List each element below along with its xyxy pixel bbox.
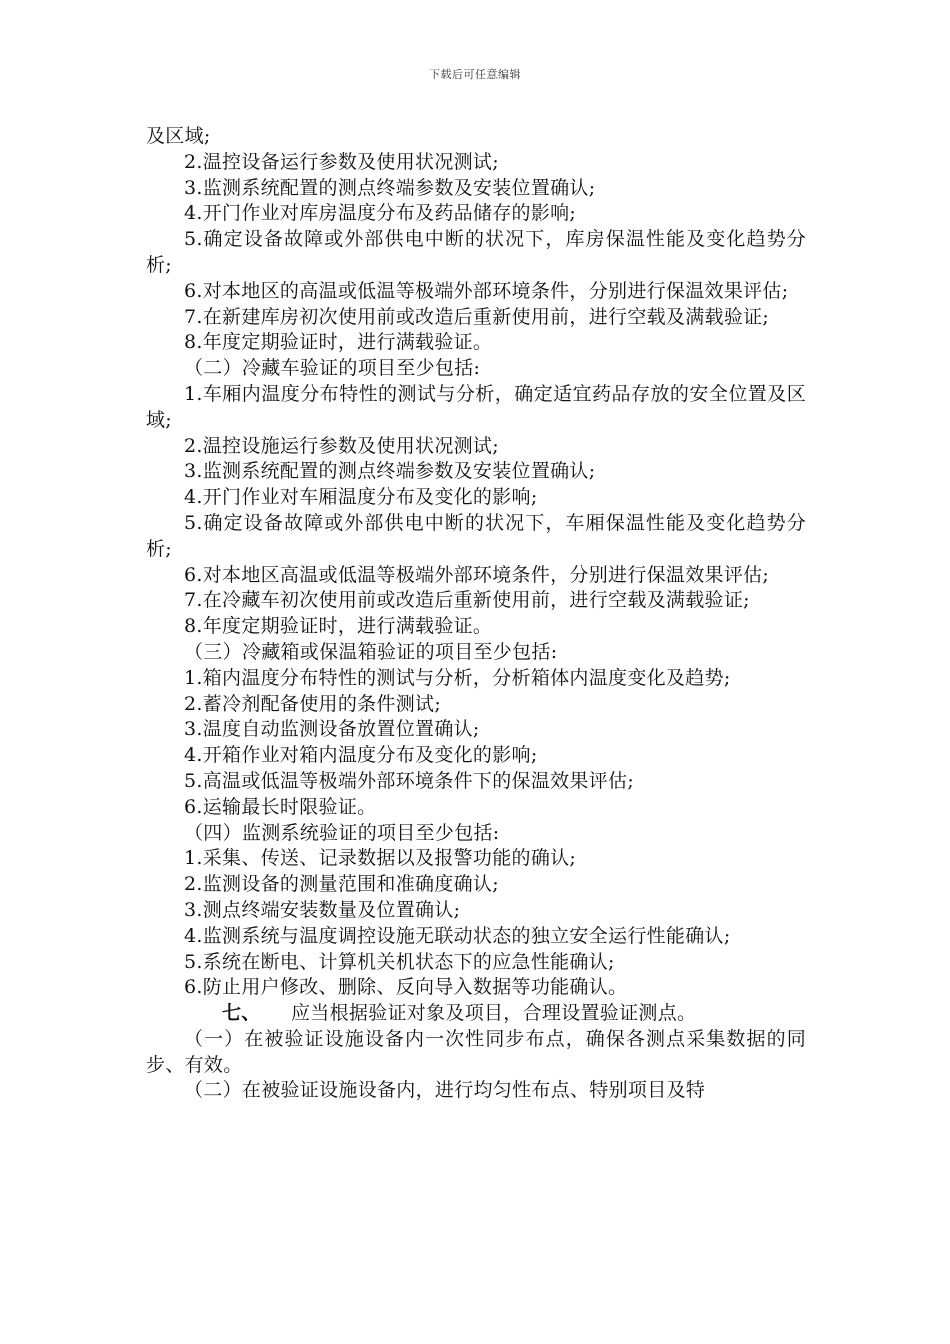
page-header-note: 下载后可任意编辑 [429,68,521,81]
subsection-heading: （三）冷藏箱或保温箱验证的项目至少包括: [184,640,558,663]
paragraph: 及区域; [146,125,211,147]
paragraph: 2.温控设施运行参数及使用状况测试; [184,434,499,457]
subsection-heading: （四）监测系统验证的项目至少包括: [184,821,500,844]
paragraph: 5.系统在断电、计算机关机状态下的应急性能确认; [184,950,615,973]
paragraph: 6.对本地区的高温或低温等极端外部环境条件，分别进行保温效果评估; [184,279,789,302]
paragraph: 4.开门作业对库房温度分布及药品储存的影响; [184,202,577,225]
paragraph: 7.在新建库房初次使用前或改造后重新使用前，进行空载及满载验证; [184,305,770,328]
section-title: 应当根据验证对象及项目，合理设置验证测点。 [291,1002,697,1025]
document-body [146,124,806,1104]
section-heading-seven [146,1001,806,1027]
paragraph: 3.测点终端安装数量及位置确认; [184,898,461,921]
paragraph: 3.监测系统配置的测点终端参数及安装位置确认; [184,460,596,483]
paragraph: 8.年度定期验证时，进行满载验证。 [184,331,493,354]
paragraph: 5.高温或低温等极端外部环境条件下的保温效果评估; [184,769,635,792]
paragraph: 2.温控设备运行参数及使用状况测试; [184,150,499,173]
paragraph: 7.在冷藏车初次使用前或改造后重新使用前，进行空载及满载验证; [184,589,750,612]
paragraph: 3.监测系统配置的测点终端参数及安装位置确认; [184,176,596,199]
paragraph: 4.开箱作业对箱内温度分布及变化的影响; [184,744,538,767]
paragraph: （二）在被验证设施设备内，进行均匀性布点、特别项目及特 [184,1079,706,1102]
paragraph: 1.车厢内温度分布特性的测试与分析，确定适宜药品存放的安全位置及区域; [146,382,806,431]
paragraph: 1.箱内温度分布特性的测试与分析，分析箱体内温度变化及趋势; [184,666,731,689]
paragraph: 2.蓄冷剂配备使用的条件测试; [184,692,442,715]
paragraph: 4.监测系统与温度调控设施无联动状态的独立安全运行性能确认; [184,924,731,947]
paragraph: 5.确定设备故障或外部供电中断的状况下，车厢保温性能及变化趋势分析; [146,511,806,560]
paragraph: 1.采集、传送、记录数据以及报警功能的确认; [184,847,577,870]
paragraph: （一）在被验证设施设备内一次性同步布点，确保各测点采集数据的同步、有效。 [146,1027,806,1076]
paragraph: 6.防止用户修改、删除、反向导入数据等功能确认。 [184,976,628,999]
paragraph: 2.监测设备的测量范围和准确度确认; [184,873,499,896]
paragraph: 3.温度自动监测设备放置位置确认; [184,718,480,741]
paragraph: 4.开门作业对车厢温度分布及变化的影响; [184,486,538,509]
paragraph: 6.运输最长时限验证。 [184,795,377,818]
paragraph: 6.对本地区高温或低温等极端外部环境条件，分别进行保温效果评估; [184,563,770,586]
paragraph: 8.年度定期验证时，进行满载验证。 [184,615,493,638]
section-number: 七、 [222,1002,261,1025]
subsection-heading: （二）冷藏车验证的项目至少包括: [184,357,481,380]
paragraph: 5.确定设备故障或外部供电中断的状况下，库房保温性能及变化趋势分析; [146,228,806,276]
